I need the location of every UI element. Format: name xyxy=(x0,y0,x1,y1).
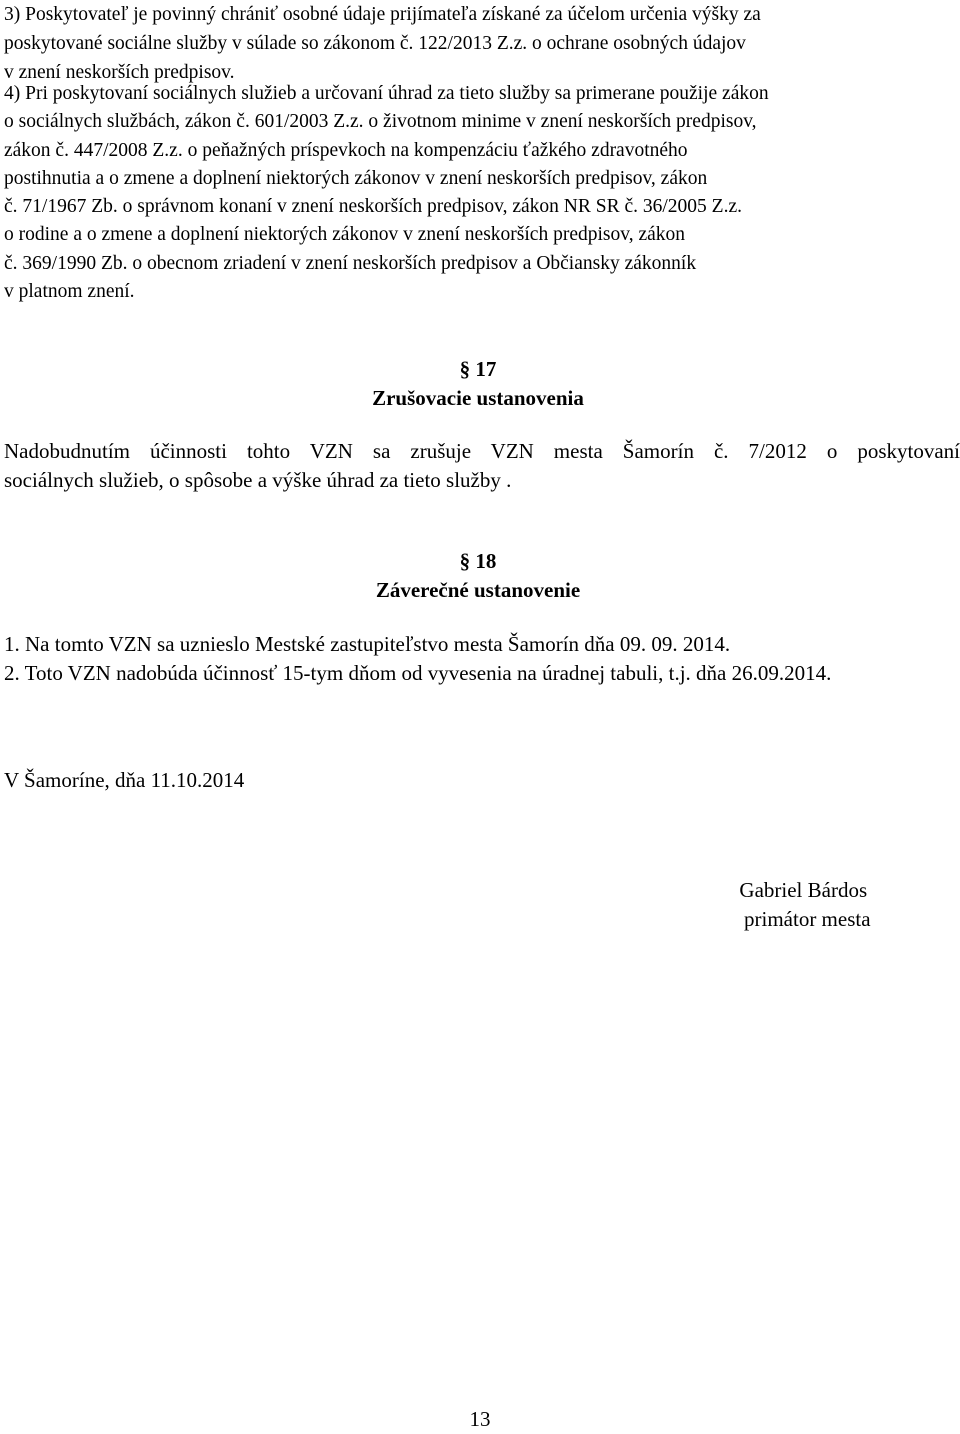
paragraph-3 xyxy=(4,0,944,87)
paragraph-4-line: o rodine a o zmene a doplnení niektorých zákonov v znení neskorších predpisov, zákon xyxy=(4,224,686,246)
paragraph-4 xyxy=(4,80,944,306)
paragraph-4-line: zákon č. 447/2008 Z.z. o peňažných príspevkoch na kompenzáciu ťažkého zdravotného xyxy=(4,139,688,161)
section-17-text xyxy=(4,437,960,495)
section-17-text-line: Nadobudnutím účinnosti tohto VZN sa zrušuje VZN mesta Šamorín č. 7/2012 o poskytovaní xyxy=(4,439,960,463)
paragraph-4-line: postihnutia a o zmene a doplnení niektorých zákonov v znení neskorších predpisov, zákon xyxy=(4,167,708,189)
signatory-role: primátor mesta xyxy=(744,907,871,931)
paragraph-3-line: poskytované sociálne služby v súlade so zákonom č. 122/2013 Z.z. o ochrane osobných údajov xyxy=(4,33,746,54)
section-18-title: Záverečné ustanovenie xyxy=(375,578,581,602)
paragraph-4-line: č. 369/1990 Zb. o obecnom zriadení v znení neskorších predpisov a Občiansky zákonník xyxy=(4,252,697,274)
section-17-number: § 17 xyxy=(459,357,497,381)
place-and-date: V Šamoríne, dňa 11.10.2014 xyxy=(4,768,245,792)
section-17-text-line: sociálnych služieb, o spôsobe a výške úhrad za tieto služby . xyxy=(4,468,512,492)
section-18-heading xyxy=(0,547,958,605)
list-item: 1. Na tomto VZN sa uznieslo Mestské zastupiteľstvo mesta Šamorín dňa 09. 09. 2014. xyxy=(4,632,731,656)
paragraph-3-line: v znení neskorších predpisov. xyxy=(4,62,235,83)
section-17-title: Zrušovacie ustanovenia xyxy=(372,386,584,410)
paragraph-4-line: v platnom znení. xyxy=(4,281,135,303)
paragraph-4-line: 4) Pri poskytovaní sociálnych služieb a určovaní úhrad za tieto služby sa primerane použije zákon xyxy=(4,83,769,104)
page-number: 13 xyxy=(469,1407,491,1431)
section-17-heading xyxy=(0,355,958,413)
section-18-number: § 18 xyxy=(459,549,497,573)
paragraph-4-line: o sociálnych službách, zákon č. 601/2003 Z.z. o životnom minime v znení neskorších predpisov, xyxy=(4,111,757,133)
paragraph-3-line: 3) Poskytovateľ je povinný chrániť osobné údaje prijímateľa získané za účelom určenia výšky za xyxy=(4,4,761,25)
section-18-list xyxy=(4,630,954,688)
signatory-name: Gabriel Bárdos xyxy=(739,878,868,902)
paragraph-4-line: č. 71/1967 Zb. o správnom konaní v znení neskorších predpisov, zákon NR SR č. 36/2005 Z.z. xyxy=(4,196,742,218)
signature-block xyxy=(736,876,871,934)
list-item: 2. Toto VZN nadobúda účinnosť 15-tym dňom od vyvesenia na úradnej tabuli, t.j. dňa 26.09.2014. xyxy=(4,661,832,685)
